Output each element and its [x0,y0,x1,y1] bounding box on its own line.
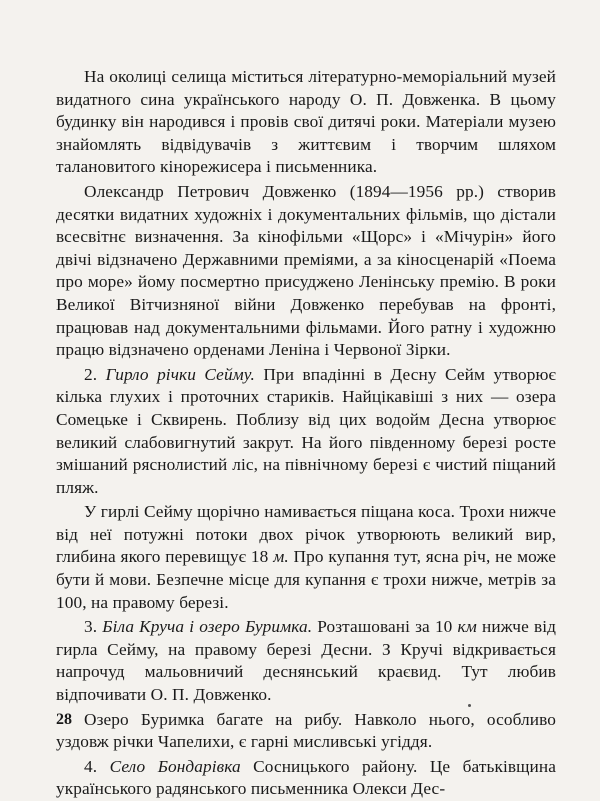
page-mark [468,704,471,707]
page-number: 28 [56,711,72,728]
paragraph [56,616,556,706]
italic-text: км [457,617,477,637]
italic-text: Село Бондарівка [109,756,241,776]
text-run: Озеро Буримка багате на рибу. Навколо нього, особливо уздовж річки Чапелихи, є гарні мисливські угіддя. [56,709,556,752]
paragraph [56,66,556,179]
italic-text: Біла Круча і озеро Буримка. [102,617,313,637]
italic-text: Гирло річки Сейму. [105,364,255,384]
text-run: Сосницького району. Це батьківщина українського радянського письменника Олекси Дес- [56,756,556,799]
paragraph [56,364,556,500]
paragraph [56,756,556,801]
text-run: 3. [84,617,103,637]
text-run: нижче від гирла Сейму, на правому березі Десни. З Кручі відкривається напрочуд мальовничий деснянський краєвид. Тут любив відпочивати О. П. Довженко. [56,617,557,705]
paragraph [56,501,556,614]
text-run: При впадінні в Десну Сейм утворює кілька глухих і проточних стариків. Найцікавіші з них — озера Сомецьке і Сквирень. Поблизу від цих водойм Десна утворює великий слабовигнутий закрут. На його південному березі росте змішаний ряснолистий ліс, на північному березі є чистий піщаний пляж. [56,364,556,497]
italic-text: м. [273,547,289,567]
text-run: Олександр Петрович Довженко (1894—1956 рр.) створив десятки видатних художніх і документальних фільмів, що дістали всесвітнє визначення. За кінофільми «Щорс» і «Мічурін» його двічі відзначено Державними преміями, а за кіносценарій «Поема про море» йому посмертно присуджено Ленінську премію. В роки Великої Вітчизняної війни Довженко перебував на фронті, працював над документальними фільмами. Його ратну і художню працю відзначено орденами Леніна і Червоної Зірки. [56,181,556,360]
text-run: 4. [84,756,110,776]
paragraph [56,709,556,754]
text-run: 2. [84,364,106,384]
text-run: На околиці селища міститься літературно-меморіальний музей видатного сина українського народу О. П. Довженка. В цьому будинку він народився і провів свої дитячі роки. Матеріали музею знайомлять відвідувачів з життєвим і творчим шляхом талановитого кінорежисера і письменника. [56,67,556,177]
page-content [56,66,556,801]
paragraph [56,181,556,362]
text-run: Розташовані за 10 [312,617,458,637]
text-run: У гирлі Сейму щорічно намивається піщана коса. Трохи нижче від неї потужні потоки двох річок утворюють великий вир, глибина якого перевищує 18 [56,502,556,567]
text-run: Про купання тут, ясна річ, не може бути й мови. Безпечне місце для купання є трохи нижче, метрів за 100, на правому березі. [56,547,556,612]
